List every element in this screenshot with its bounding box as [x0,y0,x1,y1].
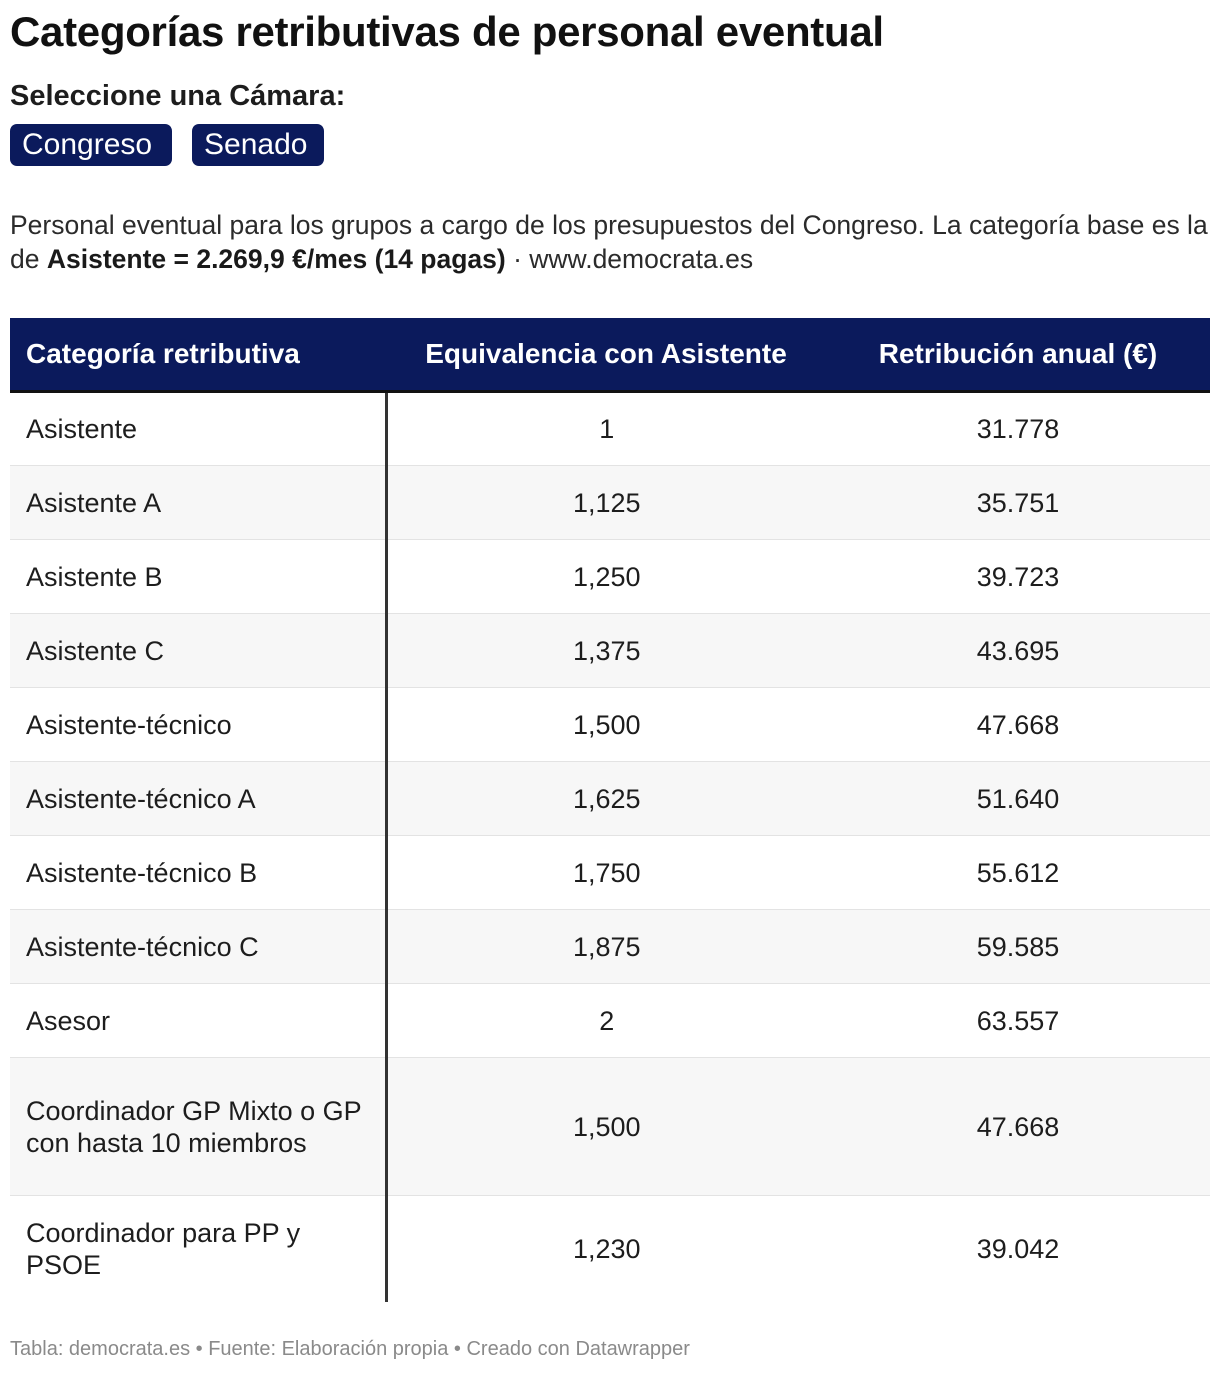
cell-annual-pay: 47.668 [826,688,1210,762]
table-row [10,466,1210,540]
table-row [10,1058,1210,1196]
cell-equivalence: 1,230 [572,1233,641,1264]
cell-equivalence: 1,375 [386,614,826,688]
table-row [10,910,1210,984]
cell-annual-pay: 51.640 [826,762,1210,836]
page-title: Categorías retributivas de personal eventual [10,8,884,55]
table-row [10,836,1210,910]
cell-category: Coordinador para PP y PSOE [10,1196,386,1302]
cell-equivalence: 1,500 [386,688,826,762]
cell-annual-pay: 39.042 [976,1233,1060,1264]
column-header-equivalence[interactable]: Equivalencia con Asistente [386,318,826,392]
cell-annual-pay: 43.695 [826,614,1210,688]
description-source: · www.democrata.es [505,244,754,274]
table-header-row [10,318,1210,392]
cell-annual-pay: 63.557 [826,984,1210,1058]
table-body [10,392,1210,1302]
column-header-category[interactable]: Categoría retributiva [10,318,386,392]
cell-annual-pay: 59.585 [826,910,1210,984]
table-row [10,614,1210,688]
description-text: Personal eventual para los grupos a cargo de los presupuestos del Congreso. La categoría base es la de [10,210,1208,274]
cell-equivalence: 1,250 [386,540,826,614]
table-description [10,208,1210,276]
cell-category: Asistente-técnico [10,688,386,762]
cell-equivalence: 1 [386,392,826,466]
cell-category: Coordinador GP Mixto o GP con hasta 10 miembros [10,1058,386,1196]
cell-annual-pay: 39.723 [826,540,1210,614]
cell-equivalence: 1,500 [386,1058,826,1196]
description-bold: Asistente = 2.269,9 €/mes (14 pagas) [46,244,506,274]
cell-equivalence: 1,750 [386,836,826,910]
column-header-annual-pay[interactable]: Retribución anual (€) [826,318,1210,392]
cell-category: Asistente-técnico A [10,762,386,836]
cell-category: Asistente A [10,466,386,540]
table-row [10,1196,1210,1302]
table-row [10,688,1210,762]
cell-category: Asistente C [10,614,386,688]
cell-equivalence: 1,125 [386,466,826,540]
cell-annual-pay: 47.668 [826,1058,1210,1196]
senado-button[interactable]: Senado [192,124,324,166]
table-row [10,762,1210,836]
footer-credits: Tabla: democrata.es • Fuente: Elaboración propia • Creado con Datawrapper [10,1338,690,1360]
cell-category: Asistente-técnico B [10,836,386,910]
cell-category: Asistente-técnico C [10,910,386,984]
cell-category: Asistente B [10,540,386,614]
cell-equivalence: 1,625 [386,762,826,836]
table-row [10,392,1210,466]
cell-annual-pay: 35.751 [826,466,1210,540]
cell-equivalence: 1,875 [386,910,826,984]
chamber-select-label: Seleccione una Cámara: [10,80,346,112]
cell-category: Asistente [10,392,386,466]
cell-equivalence: 2 [386,984,826,1058]
table-row [10,540,1210,614]
cell-annual-pay: 31.778 [826,392,1210,466]
cell-annual-pay: 55.612 [826,836,1210,910]
table-row [10,984,1210,1058]
congreso-button[interactable]: Congreso [10,124,172,166]
salary-table [10,318,1210,1302]
cell-category: Asesor [10,984,386,1058]
